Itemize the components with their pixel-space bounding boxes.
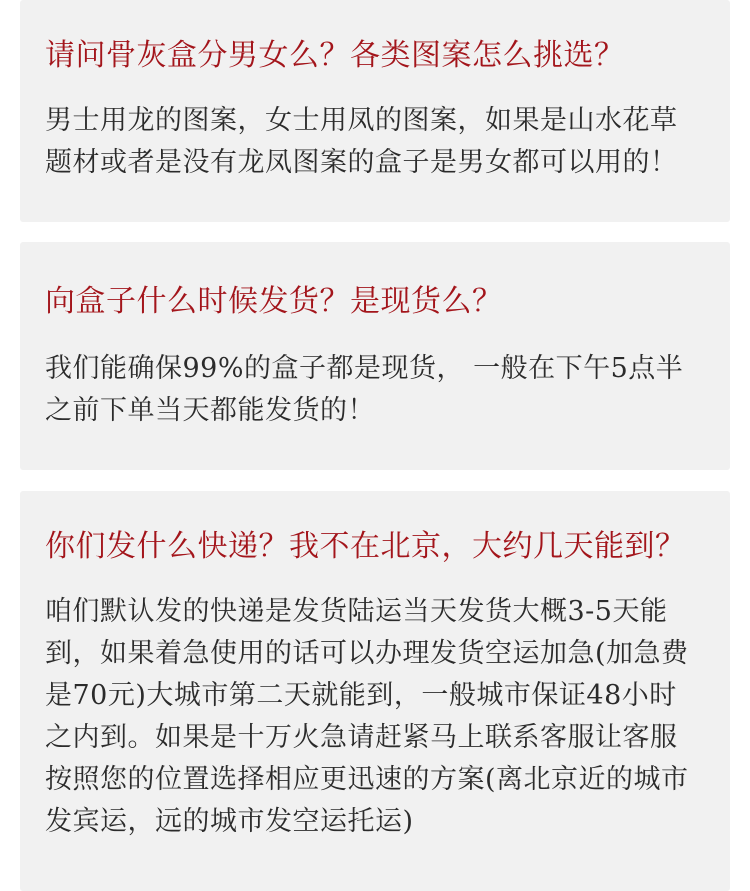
faq-question: 向盒子什么时候发货？是现货么？ [45, 284, 503, 319]
faq-question: 你们发什么快递？我不在北京，大约几天能到？ [45, 529, 686, 564]
faq-question: 请问骨灰盒分男女么？各类图案怎么挑选？ [45, 38, 625, 73]
faq-answer: 我们能确保99%的盒子都是现货， 一般在下午5点半之前下单当天都能发货的！ [45, 353, 684, 426]
faq-item [20, 491, 730, 891]
faq-item [20, 0, 730, 222]
faq-answer: 男士用龙的图案，女士用凤的图案，如果是山水花草题材或者是没有龙凤图案的盒子是男女都可以用的！ [45, 105, 678, 178]
faq-answer: 咱们默认发的快递是发货陆运当天发货大概3-5天能到，如果着急使用的话可以办理发货空运加急(加急费是70元)大城市第二天就能到，一般城市保证48小时之内到。如果是十万火急请赶紧马上联系客服让客服按照您的位置选择相应更迅速的方案(离北京近的城市发宾运，远的城市发空运托运) [45, 596, 689, 837]
faq-item [20, 242, 730, 470]
